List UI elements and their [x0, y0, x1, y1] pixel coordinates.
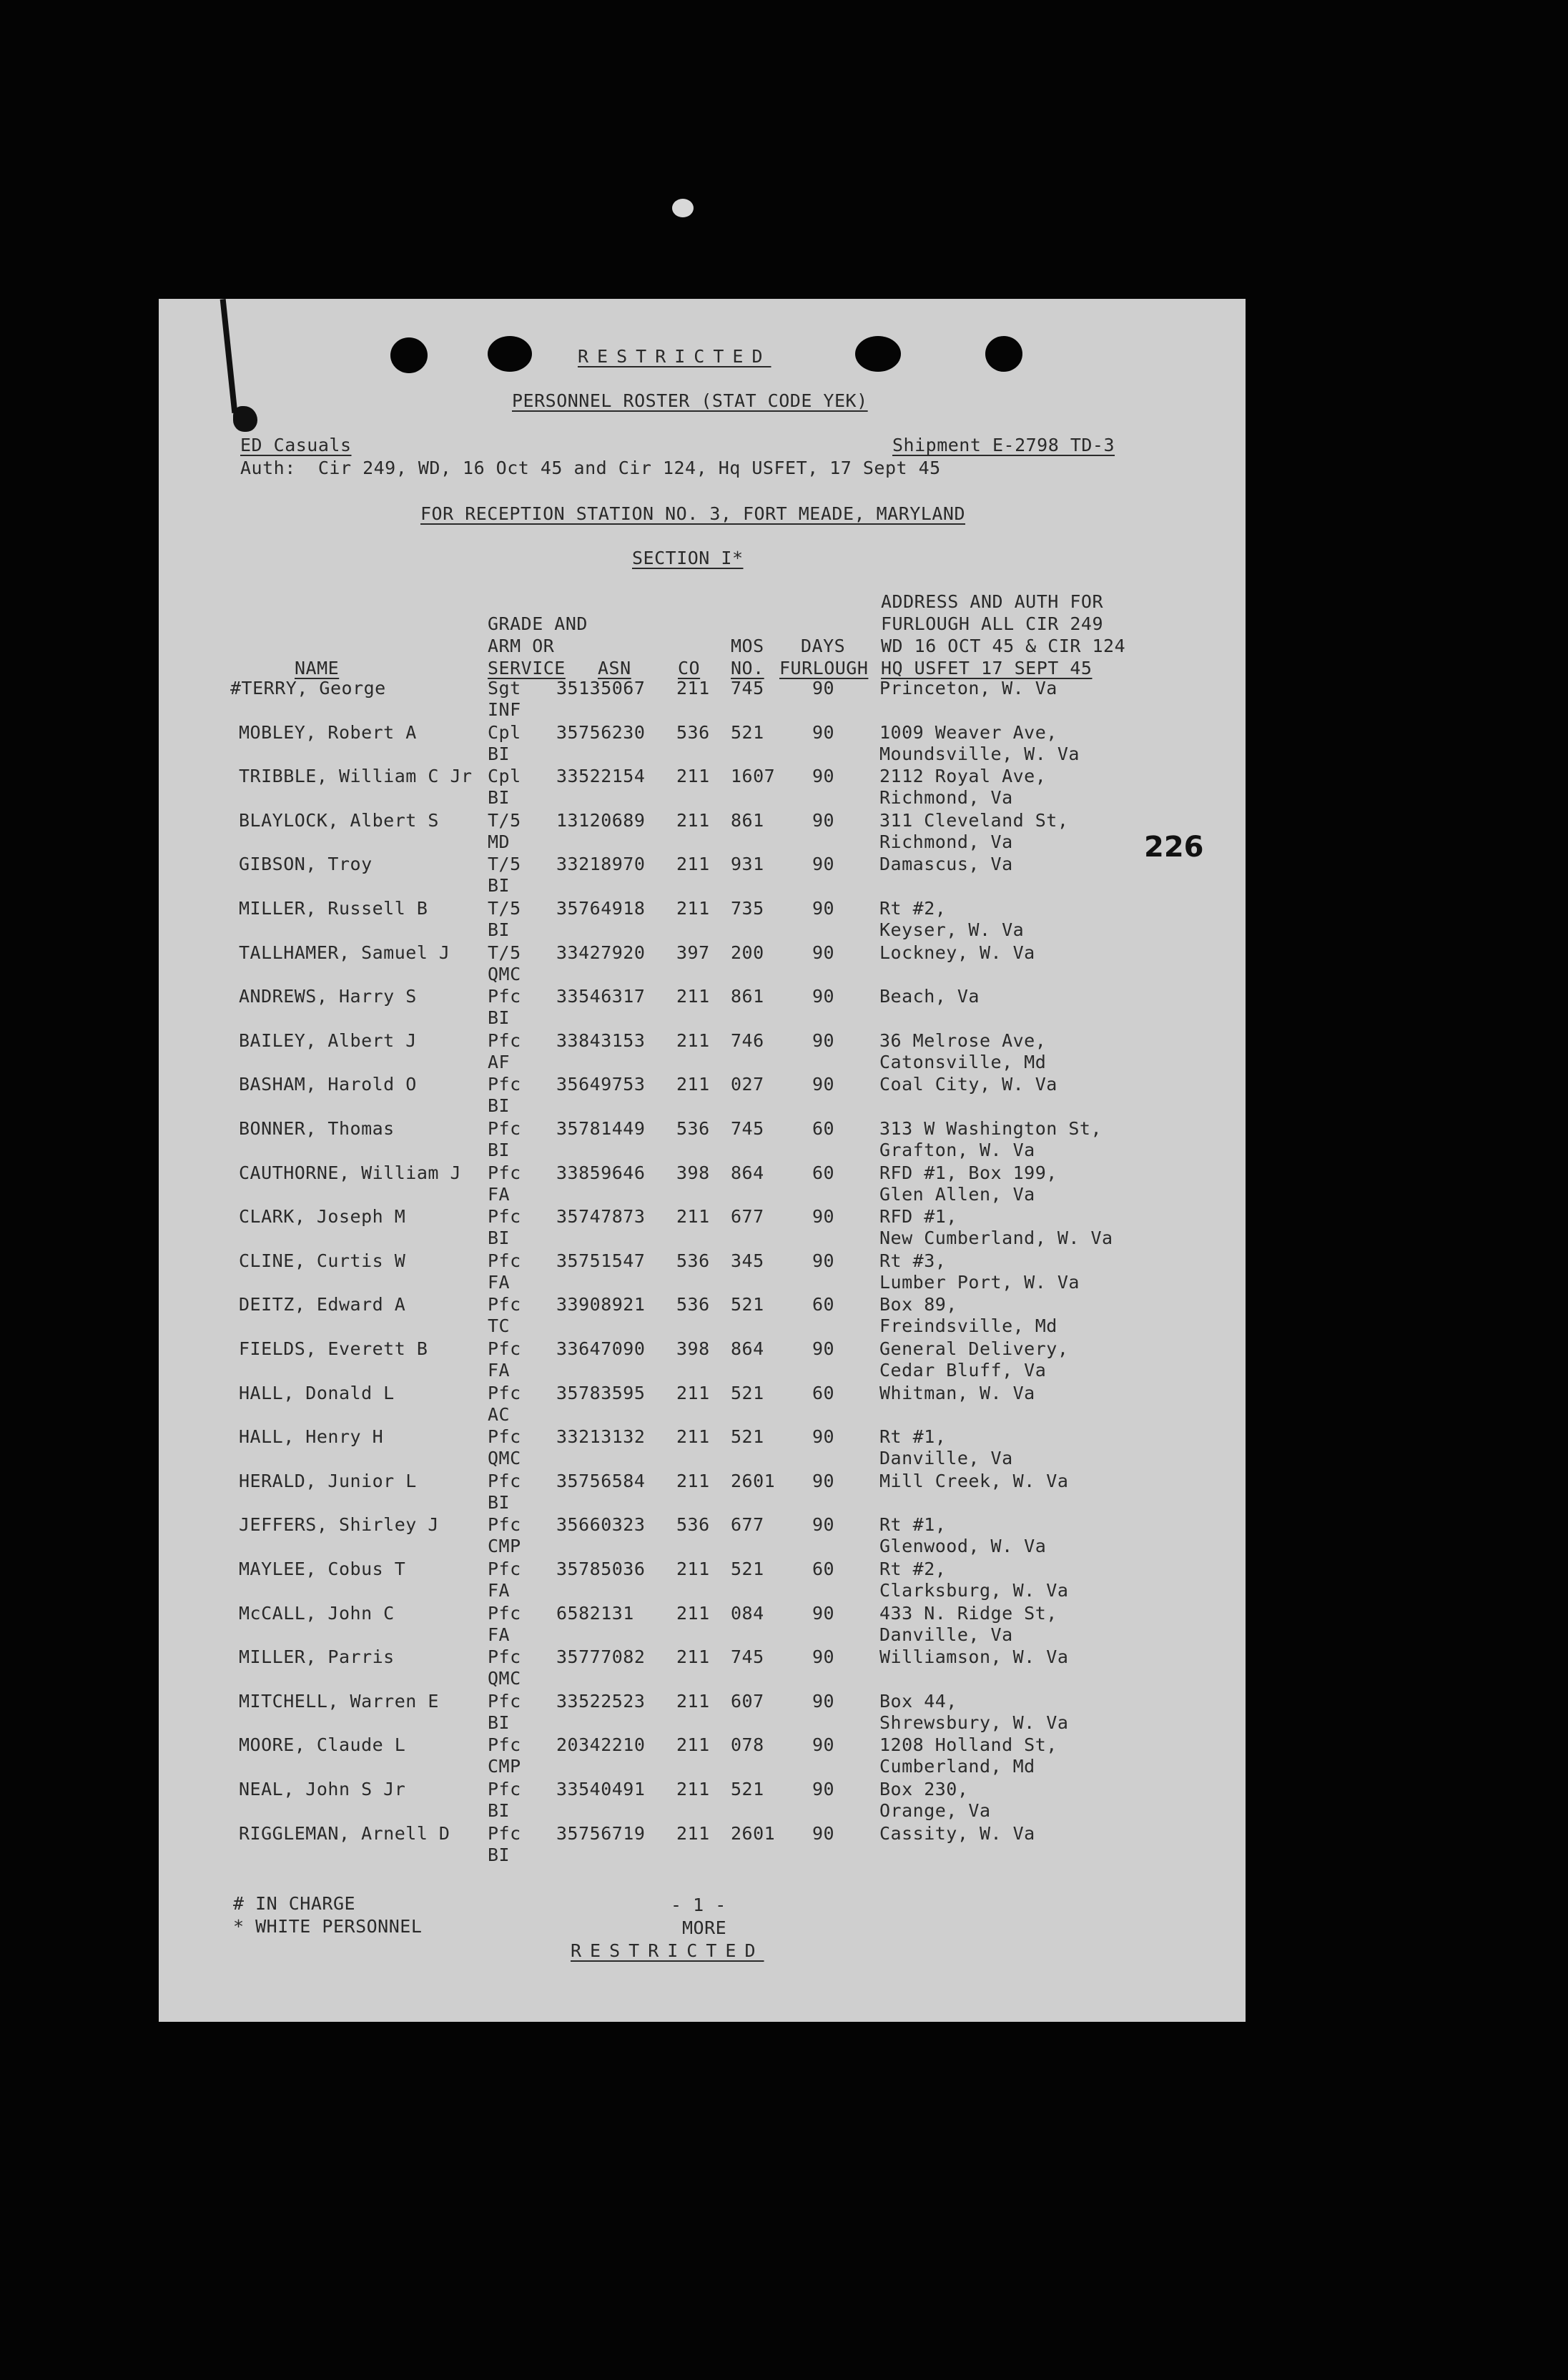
cell-asn: 35649753: [556, 1074, 646, 1095]
cell-days: 90: [812, 1779, 835, 1799]
cell-grade: Sgt: [488, 678, 521, 698]
cell-days: 90: [812, 1206, 835, 1228]
cell-address-line2: Freindsville, Md: [879, 1315, 1057, 1337]
cell-days: 90: [812, 1646, 835, 1668]
cell-mos: 521: [731, 1294, 764, 1315]
cell-arm: CMP: [488, 1756, 521, 1777]
cell-name: MOBLEY, Robert A: [239, 721, 417, 743]
cell-days: 90: [812, 898, 835, 919]
cell-grade: Pfc: [488, 1470, 521, 1491]
cell-address-line1: Rt #2,: [879, 1559, 947, 1579]
cell-grade: Pfc: [488, 1206, 521, 1228]
table-row: [159, 1074, 1246, 1118]
table-row: [159, 854, 1246, 898]
cell-arm: FA: [488, 1360, 511, 1381]
cell-name: DEITZ, Edward A: [239, 1294, 406, 1315]
cell-arm: CMP: [488, 1536, 521, 1557]
cell-co: 536: [676, 721, 710, 743]
cell-co: 536: [676, 1250, 710, 1271]
cell-address-line1: 36 Melrose Ave,: [879, 1029, 1047, 1051]
cell-address-line1: Coal City, W. Va: [879, 1074, 1057, 1095]
cell-grade: Pfc: [488, 1690, 521, 1712]
cell-co: 211: [676, 1382, 710, 1403]
cell-asn: 33522154: [556, 766, 646, 787]
cell-address-line1: Rt #1,: [879, 1426, 947, 1448]
cell-name: HALL, Henry H: [239, 1426, 384, 1448]
cell-name: TRIBBLE, William C Jr: [239, 766, 473, 787]
cell-grade: Pfc: [488, 1338, 521, 1359]
cell-name: NEAL, John S Jr: [239, 1779, 406, 1799]
header-grade-1: GRADE AND: [488, 613, 588, 634]
cell-arm: BI: [488, 1228, 511, 1249]
cell-name: CAUTHORNE, William J: [239, 1162, 462, 1183]
header-days-2: FURLOUGH: [779, 658, 869, 678]
cell-days: 90: [812, 1822, 835, 1844]
cell-arm: MD: [488, 831, 511, 852]
cell-mos: 745: [731, 1646, 764, 1668]
cell-mos: 521: [731, 721, 764, 743]
cell-co: 211: [676, 678, 710, 698]
table-row: [159, 1823, 1246, 1867]
cell-grade: Pfc: [488, 1250, 521, 1271]
cell-grade: Cpl: [488, 721, 521, 743]
punch-hole: [855, 336, 901, 372]
cell-address-line2: Grafton, W. Va: [879, 1140, 1035, 1160]
table-row: [159, 1426, 1246, 1471]
cell-grade: Pfc: [488, 1118, 521, 1139]
cell-name: BAILEY, Albert J: [239, 1029, 417, 1051]
cell-arm: QMC: [488, 1668, 521, 1689]
cell-address-line1: Damascus, Va: [879, 854, 1013, 875]
cell-name: MILLER, Russell B: [239, 898, 428, 919]
cell-asn: 33427920: [556, 942, 646, 963]
table-row: [159, 1294, 1246, 1338]
cell-co: 211: [676, 1690, 710, 1712]
cell-mos: 735: [731, 898, 764, 919]
cell-co: 536: [676, 1294, 710, 1315]
table-row: [159, 1514, 1246, 1559]
cell-name: MITCHELL, Warren E: [239, 1690, 439, 1712]
cell-address-line2: Orange, Va: [879, 1800, 991, 1821]
cell-asn: 35135067: [556, 678, 646, 698]
cell-asn: 35756230: [556, 721, 646, 743]
cell-address-line2: Moundsville, W. Va: [879, 743, 1080, 764]
cell-grade: Pfc: [488, 1074, 521, 1095]
cell-name: GIBSON, Troy: [239, 854, 373, 875]
cell-grade: Pfc: [488, 1514, 521, 1536]
cell-arm: QMC: [488, 963, 521, 984]
cell-address-line1: Whitman, W. Va: [879, 1382, 1035, 1403]
cell-grade: Pfc: [488, 1779, 521, 1799]
cell-co: 211: [676, 1822, 710, 1844]
table-row: [159, 722, 1246, 766]
cell-days: 90: [812, 1514, 835, 1536]
cell-name: BONNER, Thomas: [239, 1118, 395, 1139]
cell-address-line2: Cedar Bluff, Va: [879, 1360, 1047, 1381]
cell-asn: 35777082: [556, 1646, 646, 1668]
cell-grade: T/5: [488, 854, 521, 875]
cell-grade: Pfc: [488, 1162, 521, 1183]
cell-co: 211: [676, 854, 710, 875]
header-address-4: HQ USFET 17 SEPT 45: [881, 658, 1093, 678]
cell-days: 90: [812, 1338, 835, 1359]
cell-asn: 33859646: [556, 1162, 646, 1183]
cell-grade: Pfc: [488, 1734, 521, 1756]
cell-arm: TC: [488, 1315, 511, 1337]
cell-asn: 20342210: [556, 1734, 646, 1756]
cell-mos: 027: [731, 1074, 764, 1095]
cell-asn: 13120689: [556, 809, 646, 831]
cell-name: MOORE, Claude L: [239, 1734, 406, 1756]
cell-address-line1: Box 44,: [879, 1690, 957, 1712]
cell-address-line1: Rt #2,: [879, 898, 947, 919]
cell-arm: BI: [488, 1095, 511, 1117]
table-row: [159, 1603, 1246, 1647]
cell-mos: 746: [731, 1029, 764, 1051]
cell-arm: FA: [488, 1580, 511, 1601]
cell-asn: 33546317: [556, 986, 646, 1007]
cell-mos: 345: [731, 1250, 764, 1271]
table-row: [159, 1338, 1246, 1383]
cell-days: 90: [812, 1250, 835, 1271]
punch-hole: [488, 336, 532, 372]
punch-hole: [390, 337, 428, 373]
cell-co: 211: [676, 1426, 710, 1448]
cell-arm: AC: [488, 1403, 511, 1425]
header-grade-2: ARM OR: [488, 636, 555, 656]
unit-label: ED Casuals: [240, 435, 352, 455]
table-row: [159, 1691, 1246, 1735]
cell-asn: 35756719: [556, 1822, 646, 1844]
cell-co: 536: [676, 1118, 710, 1139]
roster-page: [159, 299, 1246, 2022]
cell-days: 90: [812, 1426, 835, 1448]
cell-days: 90: [812, 1602, 835, 1624]
header-grade-3: SERVICE: [488, 658, 566, 678]
cell-address-line1: Rt #1,: [879, 1514, 947, 1536]
cell-co: 211: [676, 1470, 710, 1491]
header-asn: ASN: [598, 658, 631, 678]
cell-grade: Pfc: [488, 1029, 521, 1051]
torn-edge-mark: [220, 299, 238, 413]
cell-asn: 35747873: [556, 1206, 646, 1228]
cell-days: 90: [812, 1074, 835, 1095]
cell-arm: AF: [488, 1051, 511, 1072]
destination-line: FOR RECEPTION STATION NO. 3, FORT MEADE, MARYLAND: [420, 503, 966, 524]
cell-address-line1: Princeton, W. Va: [879, 678, 1057, 698]
cell-grade: Pfc: [488, 1426, 521, 1448]
cell-days: 60: [812, 1382, 835, 1403]
cell-address-line2: Glen Allen, Va: [879, 1183, 1035, 1205]
cell-asn: 33647090: [556, 1338, 646, 1359]
cell-name: TALLHAMER, Samuel J: [239, 942, 450, 963]
table-row: [159, 1206, 1246, 1250]
shipment-number: Shipment E-2798 TD-3: [892, 435, 1115, 455]
film-speck: [672, 199, 694, 217]
cell-co: 211: [676, 1559, 710, 1579]
table-row: [159, 898, 1246, 942]
cell-co: 211: [676, 898, 710, 919]
cell-mos: 1607: [731, 766, 776, 787]
page-number: - 1 -: [671, 1895, 726, 1915]
cell-asn: 33908921: [556, 1294, 646, 1315]
cell-co: 211: [676, 809, 710, 831]
table-row: [159, 1162, 1246, 1207]
table-row: [159, 1779, 1246, 1823]
cell-name: MAYLEE, Cobus T: [239, 1559, 406, 1579]
cell-name: CLARK, Joseph M: [239, 1206, 406, 1228]
cell-name: HALL, Donald L: [239, 1382, 395, 1403]
cell-address-line2: Richmond, Va: [879, 831, 1013, 852]
cell-address-line1: 433 N. Ridge St,: [879, 1602, 1057, 1624]
cell-arm: BI: [488, 1800, 511, 1821]
cell-arm: BI: [488, 787, 511, 809]
header-co: CO: [678, 658, 701, 678]
header-mos-2: NO.: [731, 658, 764, 678]
cell-co: 211: [676, 1602, 710, 1624]
cell-days: 90: [812, 1690, 835, 1712]
cell-address-line1: Cassity, W. Va: [879, 1822, 1035, 1844]
cell-address-line1: Beach, Va: [879, 986, 980, 1007]
punch-hole: [985, 336, 1022, 372]
cell-arm: FA: [488, 1624, 511, 1645]
cell-mos: 864: [731, 1338, 764, 1359]
cell-address-line2: Lumber Port, W. Va: [879, 1271, 1080, 1293]
header-name: NAME: [295, 658, 340, 678]
cell-mos: 521: [731, 1426, 764, 1448]
header-address-1: ADDRESS AND AUTH FOR: [881, 591, 1104, 612]
table-row: [159, 1559, 1246, 1603]
cell-asn: 35764918: [556, 898, 646, 919]
cell-mos: 2601: [731, 1470, 776, 1491]
cell-asn: 35785036: [556, 1559, 646, 1579]
cell-days: 60: [812, 1294, 835, 1315]
cell-address-line1: 311 Cleveland St,: [879, 809, 1069, 831]
cell-mos: 861: [731, 809, 764, 831]
cell-grade: Pfc: [488, 1382, 521, 1403]
cell-days: 90: [812, 721, 835, 743]
cell-co: 536: [676, 1514, 710, 1536]
cell-address-line2: Danville, Va: [879, 1448, 1013, 1469]
authority-line: Auth: Cir 249, WD, 16 Oct 45 and Cir 124, Hq USFET, 17 Sept 45: [240, 458, 941, 478]
cell-mos: 861: [731, 986, 764, 1007]
cell-name: #TERRY, George: [230, 678, 386, 698]
cell-address-line1: 1009 Weaver Ave,: [879, 721, 1057, 743]
cell-mos: 521: [731, 1382, 764, 1403]
table-row: [159, 1118, 1246, 1162]
cell-mos: 677: [731, 1514, 764, 1536]
cell-address-line2: Catonsville, Md: [879, 1051, 1047, 1072]
cell-asn: 35660323: [556, 1514, 646, 1536]
cell-asn: 33218970: [556, 854, 646, 875]
cell-mos: 084: [731, 1602, 764, 1624]
section-title: SECTION I*: [632, 548, 744, 568]
cell-asn: 33540491: [556, 1779, 646, 1799]
cell-name: CLINE, Curtis W: [239, 1250, 406, 1271]
table-row: [159, 1250, 1246, 1295]
cell-asn: 35751547: [556, 1250, 646, 1271]
cell-mos: 864: [731, 1162, 764, 1183]
cell-arm: BI: [488, 1844, 511, 1865]
cell-asn: 35783595: [556, 1382, 646, 1403]
cell-co: 398: [676, 1162, 710, 1183]
cell-address-line2: Glenwood, W. Va: [879, 1536, 1047, 1557]
cell-grade: Pfc: [488, 1602, 521, 1624]
cell-mos: 607: [731, 1690, 764, 1712]
table-row: [159, 942, 1246, 987]
header-days-1: DAYS: [801, 636, 846, 656]
cell-name: McCALL, John C: [239, 1602, 395, 1624]
cell-arm: BI: [488, 1140, 511, 1160]
cell-address-line1: General Delivery,: [879, 1338, 1069, 1359]
cell-grade: Cpl: [488, 766, 521, 787]
cell-days: 90: [812, 678, 835, 698]
cell-address-line1: RFD #1,: [879, 1206, 957, 1228]
cell-arm: INF: [488, 699, 521, 720]
cell-days: 60: [812, 1118, 835, 1139]
cell-grade: Pfc: [488, 986, 521, 1007]
cell-address-line1: Box 230,: [879, 1779, 969, 1799]
cell-address-line1: Box 89,: [879, 1294, 957, 1315]
cell-address-line2: Richmond, Va: [879, 787, 1013, 809]
cell-arm: FA: [488, 1271, 511, 1293]
cell-name: FIELDS, Everett B: [239, 1338, 428, 1359]
cell-days: 90: [812, 854, 835, 875]
cell-arm: FA: [488, 1183, 511, 1205]
cell-co: 211: [676, 1646, 710, 1668]
cell-days: 90: [812, 1734, 835, 1756]
cell-days: 60: [812, 1559, 835, 1579]
cell-grade: Pfc: [488, 1822, 521, 1844]
cell-address-line1: Williamson, W. Va: [879, 1646, 1069, 1668]
cell-arm: BI: [488, 743, 511, 764]
header-mos-1: MOS: [731, 636, 764, 656]
cell-name: JEFFERS, Shirley J: [239, 1514, 439, 1536]
cell-arm: BI: [488, 1712, 511, 1733]
cell-address-line2: Shrewsbury, W. Va: [879, 1712, 1069, 1733]
cell-days: 90: [812, 1470, 835, 1491]
cell-arm: BI: [488, 1007, 511, 1029]
cell-co: 211: [676, 1779, 710, 1799]
cell-address-line1: 2112 Royal Ave,: [879, 766, 1047, 787]
footnote-white-personnel: * WHITE PERSONNEL: [233, 1916, 423, 1937]
cell-co: 211: [676, 1206, 710, 1228]
cell-address-line1: Mill Creek, W. Va: [879, 1470, 1069, 1491]
cell-grade: Pfc: [488, 1294, 521, 1315]
cell-grade: Pfc: [488, 1559, 521, 1579]
restricted-footer: RESTRICTED: [571, 1940, 764, 1961]
cell-name: BASHAM, Harold O: [239, 1074, 417, 1095]
header-address-3: WD 16 OCT 45 & CIR 124: [881, 636, 1126, 656]
cell-address-line2: Keyser, W. Va: [879, 919, 1025, 940]
cell-mos: 931: [731, 854, 764, 875]
table-row: [159, 678, 1246, 722]
cell-days: 90: [812, 809, 835, 831]
table-row: [159, 1030, 1246, 1075]
cell-mos: 745: [731, 678, 764, 698]
cell-mos: 521: [731, 1779, 764, 1799]
cell-asn: 33213132: [556, 1426, 646, 1448]
cell-address-line2: Danville, Va: [879, 1624, 1013, 1645]
footnote-in-charge: # IN CHARGE: [233, 1893, 356, 1914]
cell-address-line1: 313 W Washington St,: [879, 1118, 1103, 1139]
cell-days: 90: [812, 1029, 835, 1051]
cell-mos: 200: [731, 942, 764, 963]
cell-address-line1: 1208 Holland St,: [879, 1734, 1057, 1756]
cell-mos: 078: [731, 1734, 764, 1756]
cell-asn: 33522523: [556, 1690, 646, 1712]
cell-asn: 35781449: [556, 1118, 646, 1139]
cell-arm: BI: [488, 919, 511, 940]
cell-days: 90: [812, 766, 835, 787]
cell-co: 211: [676, 1734, 710, 1756]
cell-mos: 745: [731, 1118, 764, 1139]
cell-co: 211: [676, 1029, 710, 1051]
cell-address-line2: Cumberland, Md: [879, 1756, 1035, 1777]
cell-asn: 33843153: [556, 1029, 646, 1051]
table-row: [159, 1734, 1246, 1779]
roster-title: PERSONNEL ROSTER (STAT CODE YEK): [512, 390, 868, 411]
table-row: [159, 986, 1246, 1030]
header-address-2: FURLOUGH ALL CIR 249: [881, 613, 1104, 634]
cell-mos: 677: [731, 1206, 764, 1228]
more-label: MORE: [682, 1917, 727, 1938]
table-row: [159, 1383, 1246, 1427]
restricted-header: RESTRICTED: [578, 346, 771, 367]
page-number-stamp: 226: [1144, 831, 1204, 864]
table-row: [159, 810, 1246, 854]
cell-asn: 6582131: [556, 1602, 634, 1624]
cell-co: 398: [676, 1338, 710, 1359]
cell-grade: T/5: [488, 898, 521, 919]
cell-co: 397: [676, 942, 710, 963]
cell-arm: BI: [488, 875, 511, 897]
cell-co: 211: [676, 986, 710, 1007]
table-row: [159, 766, 1246, 810]
cell-days: 90: [812, 986, 835, 1007]
cell-address-line1: Lockney, W. Va: [879, 942, 1035, 963]
cell-arm: QMC: [488, 1448, 521, 1469]
cell-grade: T/5: [488, 942, 521, 963]
cell-address-line1: Rt #3,: [879, 1250, 947, 1271]
table-row: [159, 1471, 1246, 1515]
cell-address-line2: Clarksburg, W. Va: [879, 1580, 1069, 1601]
cell-address-line2: New Cumberland, W. Va: [879, 1228, 1113, 1249]
table-row: [159, 1646, 1246, 1691]
cell-days: 90: [812, 942, 835, 963]
cell-co: 211: [676, 766, 710, 787]
cell-name: MILLER, Parris: [239, 1646, 395, 1668]
cell-arm: BI: [488, 1491, 511, 1513]
cell-days: 60: [812, 1162, 835, 1183]
cell-asn: 35756584: [556, 1470, 646, 1491]
cell-grade: Pfc: [488, 1646, 521, 1668]
cell-co: 211: [676, 1074, 710, 1095]
cell-address-line1: RFD #1, Box 199,: [879, 1162, 1057, 1183]
cell-name: ANDREWS, Harry S: [239, 986, 417, 1007]
cell-grade: T/5: [488, 809, 521, 831]
cell-name: BLAYLOCK, Albert S: [239, 809, 439, 831]
cell-mos: 521: [731, 1559, 764, 1579]
cell-name: HERALD, Junior L: [239, 1470, 417, 1491]
cell-name: RIGGLEMAN, Arnell D: [239, 1822, 450, 1844]
cell-mos: 2601: [731, 1822, 776, 1844]
